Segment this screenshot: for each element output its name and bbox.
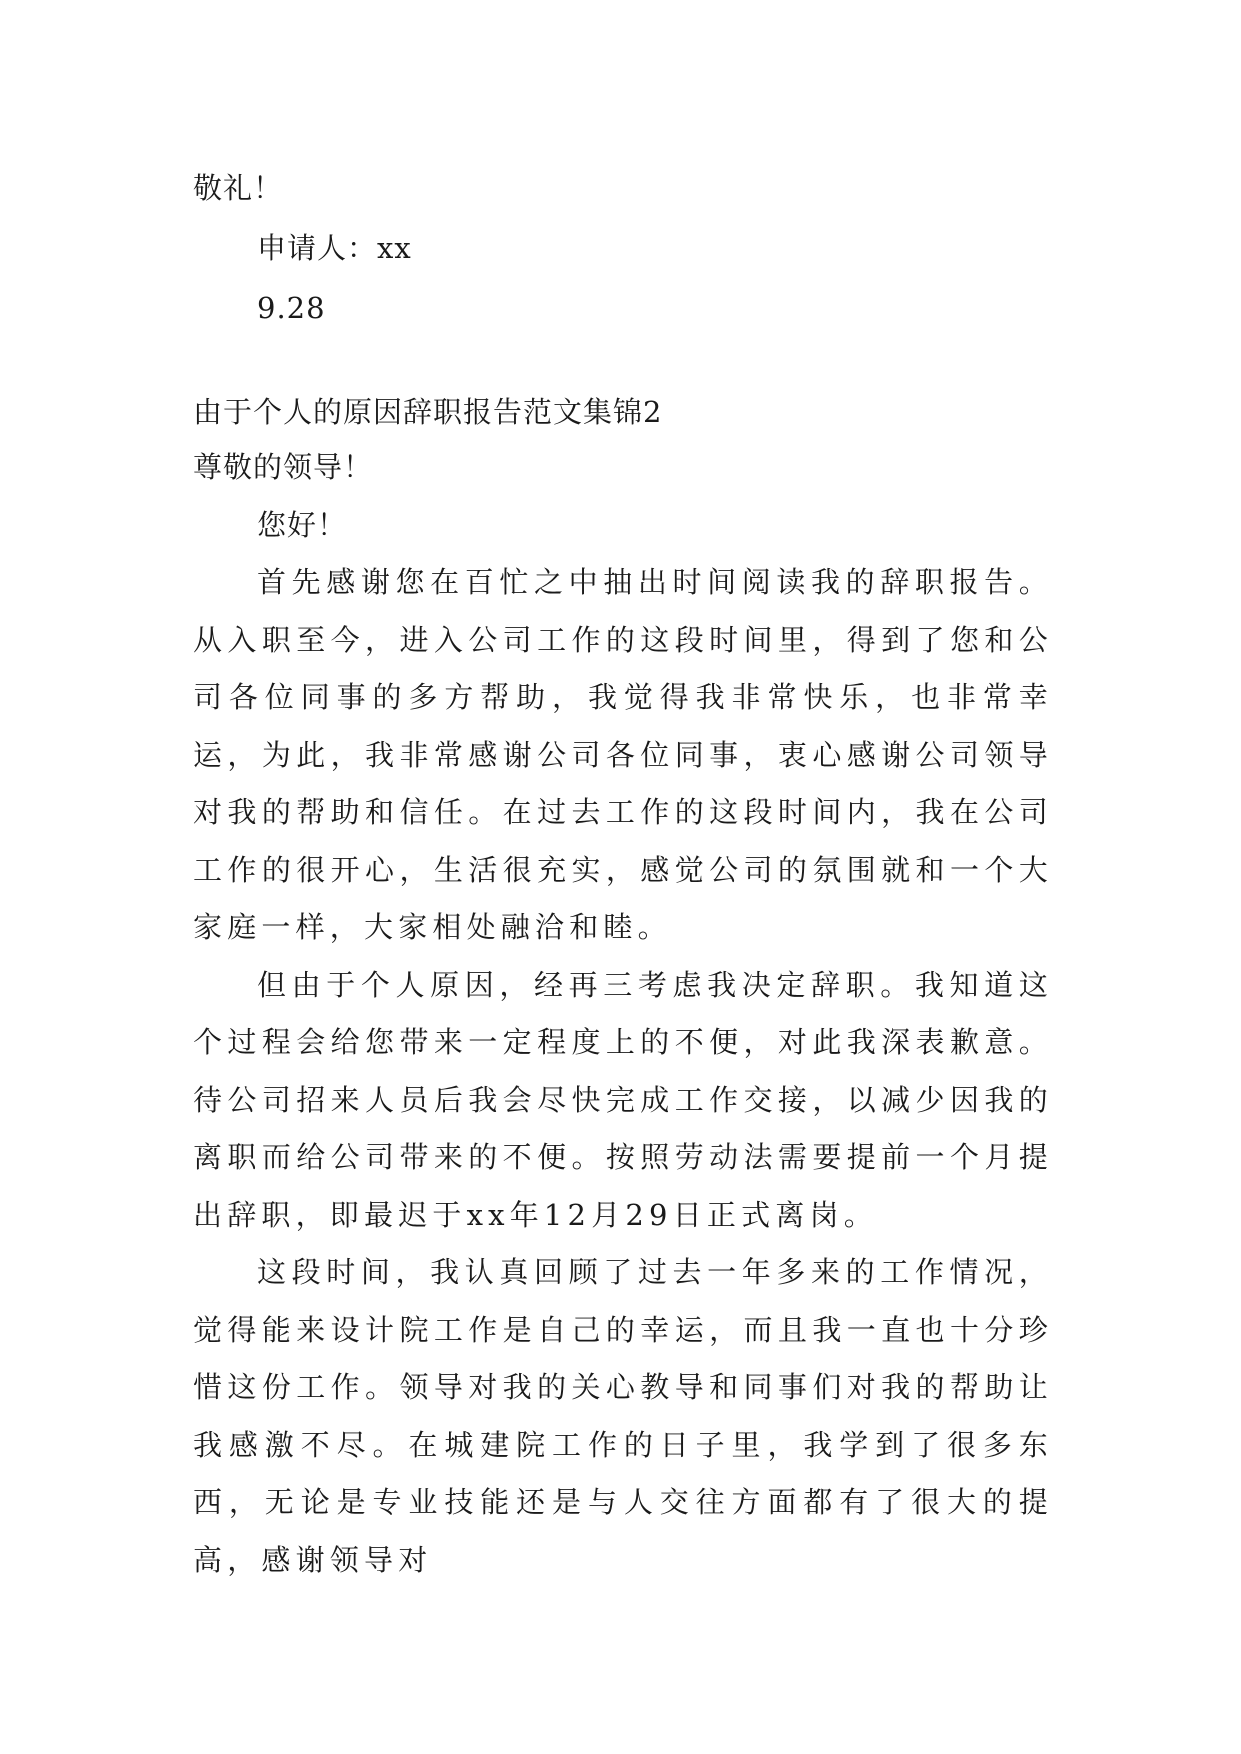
body-paragraph: 但由于个人原因，经再三考虑我决定辞职。我知道这个过程会给您带来一定程度上的不便，对此我深表歉意。待公司招来人员后我会尽快完成工作交接，以减少因我的离职而给公司带来的不便。按照劳动法需要提前一个月提出辞职，即最迟于xx年12月29日正式离岗。 [193,967,1053,1232]
greeting-line: 您好！ [257,508,348,542]
body-paragraph: 首先感谢您在百忙之中抽出时间阅读我的辞职报告。从入职至今，进入公司工作的这段时间里，得到了您和公司各位同事的多方帮助，我觉得我非常快乐，也非常幸运，为此，我非常感谢公司各位同事，衷心感谢公司领导对我的帮助和信任。在过去工作的这段时间内，我在公司工作的很开心，生活很充实，感觉公司的氛围就和一个大家庭一样，大家相处融洽和睦。 [193,565,1053,944]
document-body [193,158,1053,1589]
closing-line: 敬礼！ [193,171,284,205]
applicant-line: 申请人：xx [257,231,412,265]
date-line: 9.28 [257,291,326,325]
salutation-line: 尊敬的领导！ [193,450,374,484]
body-paragraph: 这段时间，我认真回顾了过去一年多来的工作情况，觉得能来设计院工作是自己的幸运，而且我一直也十分珍惜这份工作。领导对我的关心教导和同事们对我的帮助让我感激不尽。在城建院工作的日子里，我学到了很多东西，无论是专业技能还是与人交往方面都有了很大的提高，感谢领导对 [193,1255,1053,1577]
section-gap [193,338,1053,386]
document-title: 由于个人的原因辞职报告范文集锦2 [193,395,663,429]
